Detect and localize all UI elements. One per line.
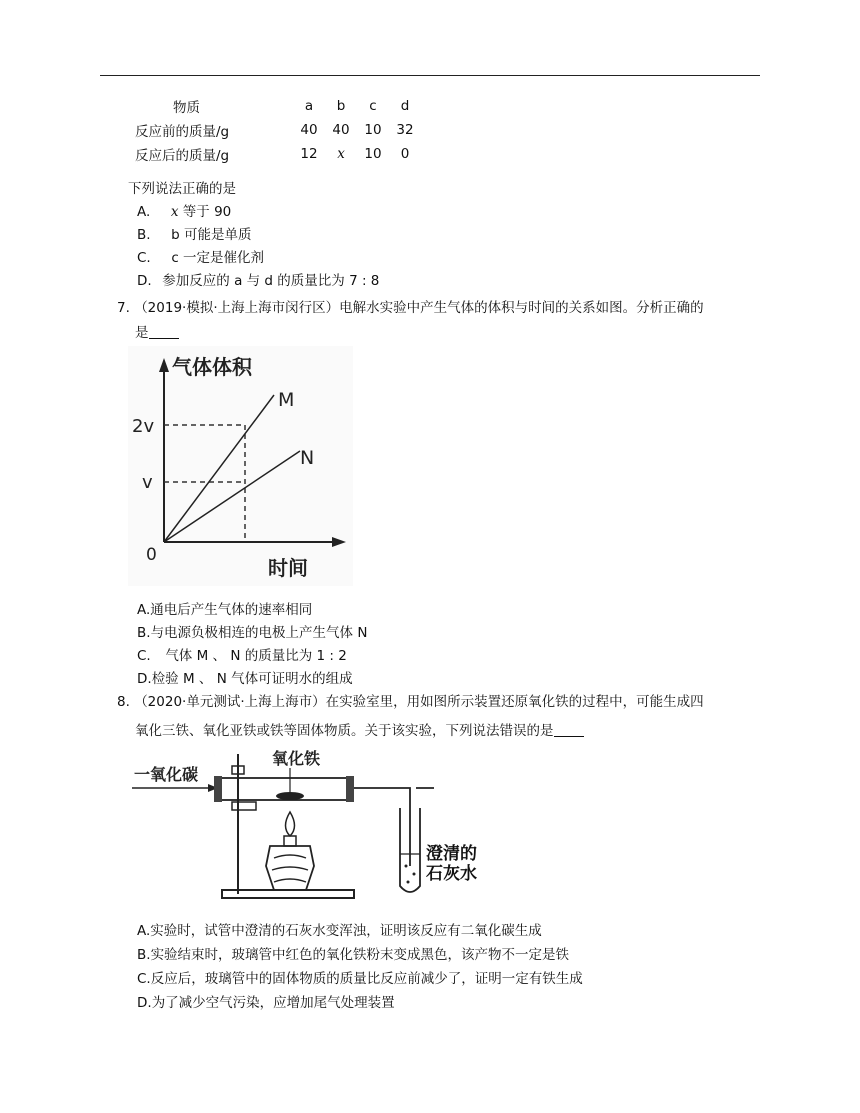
bubble [413,873,416,876]
graph-background [128,346,353,586]
option-text: c 一定是催化剂 [171,250,265,266]
q8-stem [117,690,704,710]
option-letter: B. [137,625,151,641]
q7-option-c[interactable] [137,644,347,664]
option-letter: B. [137,227,151,243]
flame [286,812,295,836]
option-letter: C. [137,250,151,266]
option-variable: x [170,204,179,220]
question-text: 电解水实验中产生气体的体积与时间的关系如图。分析正确的 [339,300,704,316]
mass-table [135,94,421,166]
graph-label-m: M [278,389,295,411]
option-text: 与电源负极相连的电极上产生气体 N [150,625,368,641]
q8-stem-line2 [135,719,584,739]
question-number: 7. [117,300,130,316]
option-text: 实验时，试管中澄清的石灰水变浑浊，证明该反应有二氧化碳生成 [150,923,542,939]
table-header-substance: 物质 [173,100,200,116]
q7-option-b[interactable] [137,621,367,641]
clamp-bottom [232,802,256,810]
table-header-b: b [336,98,346,114]
table-cell: 12 [300,146,318,162]
table-cell: 32 [396,122,414,138]
graph-tick-v: v [142,472,153,493]
iron-oxide-powder [276,792,304,800]
question-text: 氧化三铁、氧化亚铁或铁等固体物质。关于该实验，下列说法错误的是 [135,723,554,739]
option-letter: A. [137,923,151,939]
label-co: 一氧化碳 [134,765,199,784]
option-text: 等于 90 [178,204,232,220]
graph-tick-2v: 2v [132,416,155,437]
option-text: 气体 M 、 N 的质量比为 1 : 2 [165,648,347,664]
question-text: 在实验室里，用如图所示装置还原氧化铁的过程中，可能生成四 [325,694,704,710]
question-source: （2020·单元测试·上海上海市） [134,694,326,710]
option-text: b 可能是单质 [171,227,252,243]
q7-volume-time-graph [128,346,353,586]
question-source: （2019·模拟·上海上海市闵行区） [134,300,340,316]
bubble [405,865,408,868]
q7-stem-line2 [135,321,179,341]
option-text: 反应后，玻璃管中的固体物质的质量比反应前减少了，证明一定有铁生成 [150,971,583,987]
label-limewater-line1: 澄清的 [426,844,477,864]
option-text: 参加反应的 a 与 d 的质量比为 7 : 8 [162,273,380,289]
answer-blank[interactable] [149,326,179,339]
question-text: 是 [135,325,149,341]
q8-option-a[interactable] [137,919,542,939]
option-letter: C. [137,648,151,664]
q6-option-b[interactable] [137,223,252,243]
option-letter: D. [137,671,152,687]
stand-base [222,890,354,898]
table-cell: 40 [300,122,318,138]
stopper-right [346,776,354,802]
table-row-before-label: 反应前的质量/g [135,124,230,140]
header-rule [100,75,760,76]
option-letter: C. [137,971,151,987]
table-header-a: a [304,98,314,114]
option-text: 检验 M 、 N 气体可证明水的组成 [151,671,353,687]
table-cell-variable: x [337,146,345,162]
graph-xlabel: 时间 [268,556,308,580]
option-letter: D. [137,995,152,1011]
table-header-c: c [369,98,377,114]
bubble [407,881,410,884]
table-header-d: d [400,98,410,114]
lamp-neck [284,836,296,846]
table-cell: 0 [400,146,410,162]
q8-apparatus-figure [128,746,448,904]
option-letter: D. [137,273,152,289]
lamp-body [266,846,314,890]
option-text: 通电后产生气体的速率相同 [150,602,313,618]
stopper-left [214,776,222,802]
q7-option-a[interactable] [137,598,312,618]
q7-stem [117,296,704,316]
label-limewater [426,844,477,884]
q8-option-c[interactable] [137,967,583,987]
label-fe2o3: 氧化铁 [272,749,321,768]
q6-option-d[interactable] [137,269,379,289]
graph-ylabel: 气体体积 [172,355,252,379]
lamp-pattern [272,855,308,882]
table-cell: 10 [364,146,382,162]
option-letter: A. [137,204,151,220]
option-text: 实验结束时，玻璃管中红色的氧化铁粉末变成黑色，该产物不一定是铁 [150,947,570,963]
q6-option-c[interactable] [137,246,264,266]
table-row-after-label: 反应后的质量/g [135,148,230,164]
answer-blank[interactable] [554,724,584,737]
graph-label-n: N [300,447,315,469]
q8-option-d[interactable] [137,991,395,1011]
question-number: 8. [117,694,130,710]
table-cell: 10 [364,122,382,138]
label-limewater-line2: 石灰水 [426,864,477,884]
q8-option-b[interactable] [137,943,569,963]
graph-origin: 0 [146,545,157,565]
option-letter: A. [137,602,151,618]
option-text: 为了减少空气污染，应增加尾气处理装置 [151,995,395,1011]
option-letter: B. [137,947,151,963]
table-cell: 40 [332,122,350,138]
q6-option-a[interactable] [137,200,231,220]
q6-stem: 下列说法正确的是 [128,181,236,197]
q7-option-d[interactable] [137,667,353,687]
